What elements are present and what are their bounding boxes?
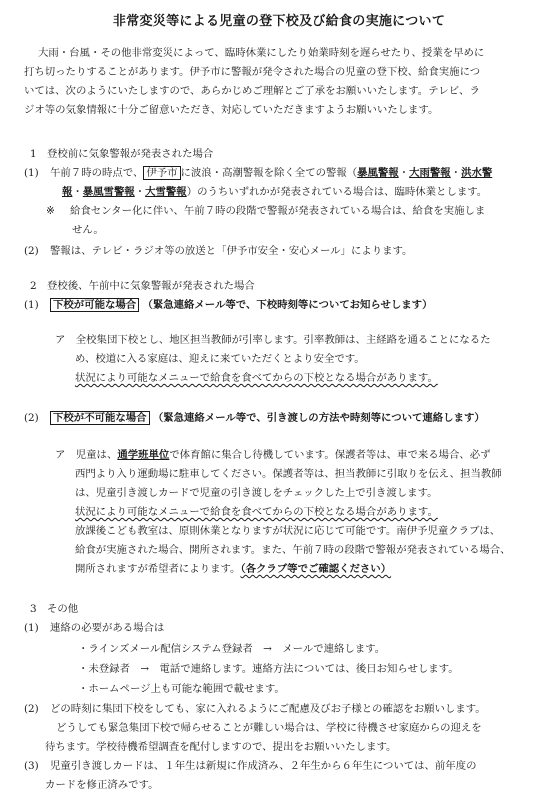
s2-b-line-7 bbox=[75, 560, 391, 579]
warning-flood-cont: 報 bbox=[62, 186, 73, 198]
section-2-heading: 2 登校後、午前中に気象警報が発表された場合 bbox=[30, 280, 255, 292]
s3-item-3-line-1: 児童引き渡しカードは、１年生は新規に作成済み、２年生から６年生については、前年度の bbox=[50, 760, 477, 772]
s3-list-item-1: ・ラインズメール配信システム登録者 → メールで連絡します。 bbox=[78, 643, 386, 655]
s1-item-1-cont bbox=[62, 183, 487, 202]
s1-warning-separator-1: ・ bbox=[398, 167, 410, 179]
s2-b-line-6: 給食が実施された場合、開所されます。また、午前７時の段階で警報が発表されている場合、 bbox=[75, 544, 511, 556]
s1-item-1-text-a: 午前７時の時点で、 bbox=[50, 167, 144, 179]
s1-note-line-1: 給食センター化に伴い、午前７時の段階で警報が発表されている場合は、給食を実施しま bbox=[70, 205, 486, 217]
s3-item-1 bbox=[24, 619, 164, 638]
s3-list-item-2: ・未登録者 → 電話で連絡します。連絡方法については、後日お知らせします。 bbox=[78, 663, 459, 675]
note-mark: ※ bbox=[46, 205, 55, 217]
s2-b-line-5: 放課後こども教室は、原則休業となりますが状況に応じて可能です。南伊予児童クラブは、 bbox=[75, 525, 501, 537]
s3-list-item-3: ・ホームページ上も可能な範囲で載せます。 bbox=[78, 683, 285, 695]
s2-b-line-1 bbox=[55, 446, 491, 465]
intro-line-3: いては、次のようにいたしますので、あらかじめご理解とご了承をお願いいたします。テレビ、ラ bbox=[24, 85, 480, 97]
warning-snowstorm: 暴風雪警報 bbox=[82, 186, 135, 198]
s3-item-2-line-3: 待ちます。学校待機希望調査を配付しますので、提出をお願いいたします。 bbox=[45, 741, 397, 753]
warning-flood: 洪水警 bbox=[461, 167, 493, 179]
s3-item-3 bbox=[24, 757, 476, 776]
warning-storm: 暴風警報 bbox=[357, 167, 399, 179]
section-3-heading: 3 その他 bbox=[30, 603, 79, 615]
commute-group: 通学班単位 bbox=[117, 449, 170, 461]
s1-item-2-text: 警報は、テレビ・ラジオ等の放送と「伊予市安全・安心メール」によります。 bbox=[50, 245, 413, 257]
s1-warning-separator-4: ・ bbox=[134, 186, 146, 198]
s3-item-2 bbox=[24, 700, 486, 719]
s1-note-line-2: せん。 bbox=[72, 224, 104, 236]
can-leave-box: 下校が可能な場合 bbox=[50, 298, 139, 312]
s1-item-1-number: (1) bbox=[24, 167, 39, 179]
s3-item-2-line-2: どうしても緊急集団下校で帰らせることが難しい場合は、学校に待機させ家庭からの迎えを bbox=[56, 722, 482, 734]
s3-item-2-number: (2) bbox=[24, 703, 39, 715]
s2-b-line-1-a: ア 児童は、 bbox=[55, 449, 118, 461]
s2-b-line-4: 状況により可能なメニューで給食を食べてからの下校となる場合があります。 bbox=[75, 506, 438, 518]
cannot-leave-box: 下校が不可能な場合 bbox=[50, 411, 150, 425]
club-confirm-note: （各クラブ等でご確認ください） bbox=[240, 563, 392, 575]
s2-item-2-note: （緊急連絡メール等で、引き渡しの方法や時刻等について連絡します） bbox=[152, 412, 485, 424]
s1-item-2 bbox=[24, 242, 412, 261]
s3-item-1-text: 連絡の必要がある場合は bbox=[50, 622, 165, 634]
s3-item-2-line-1: どの時刻に集団下校をしても、家に入れるようにご配慮及びお子様との確認をお願いします。 bbox=[50, 703, 486, 715]
intro-line-1: 大雨・台風・その他非常変災によって、臨時休業にしたり始業時刻を遅らせたり、授業を早めに bbox=[38, 47, 485, 59]
s3-item-3-line-2: カードを修正済みです。 bbox=[45, 779, 159, 791]
s2-item-2-number: (2) bbox=[24, 412, 39, 424]
s2-b-line-2: 西門より入り運動場に駐車してください。保護者等は、担当教師に引取りを伝え、担当教師 bbox=[75, 468, 502, 480]
s2-item-1 bbox=[24, 296, 432, 315]
warning-heavy-snow: 大雪警報 bbox=[145, 186, 187, 198]
s1-item-1-text-b: に波浪・高潮警報を除く全ての警報（ bbox=[180, 167, 358, 179]
intro-line-2: 打ち切ったりすることがあります。伊予市に警報が発令された場合の児童の登下校、給食実施につ bbox=[24, 66, 481, 78]
s2-b-line-7-a: 開所されますが希望者によります。 bbox=[75, 563, 241, 575]
s2-item-1-note: （緊急連絡メール等で、下校時刻等についてお知らせします） bbox=[142, 299, 433, 311]
page-title: 非常変災等による児童の登下校及び給食の実施について bbox=[112, 14, 446, 29]
city-box: 伊予市 bbox=[143, 166, 180, 180]
s2-a-line-1: ア 全校集団下校とし、地区担当教師が引率します。引率教師は、主経路を通ることになるた bbox=[55, 334, 491, 346]
s1-warning-separator-2: ・ bbox=[450, 167, 462, 179]
s2-a-line-3: 状況により可能なメニューで給食を食べてからの下校となる場合があります。 bbox=[75, 372, 438, 384]
section-1-heading: 1 登校前に気象警報が発表された場合 bbox=[30, 148, 214, 160]
s2-b-line-1-b: で体育館に集合し待機しています。保護者等は、車で来る場合、必ず bbox=[169, 449, 491, 461]
intro-line-4: ジオ等の気象情報に十分ご留意いただき、対応していただきますようお願いいたします。 bbox=[24, 104, 439, 116]
s1-warning-separator-3: ・ bbox=[72, 186, 83, 198]
s2-a-line-2: め、校道に入る家庭は、迎えに来ていただくとより安全です。 bbox=[75, 353, 365, 365]
s2-b-line-3: は、児童引き渡しカードで児童の引き渡しをチェックした上で引き渡します。 bbox=[75, 487, 438, 499]
s3-item-3-number: (3) bbox=[24, 760, 39, 772]
s1-note bbox=[46, 202, 485, 221]
s3-item-1-number: (1) bbox=[24, 622, 39, 634]
s2-item-1-number: (1) bbox=[24, 299, 39, 311]
s2-item-2 bbox=[24, 409, 485, 428]
warning-heavy-rain: 大雨警報 bbox=[409, 167, 451, 179]
s1-item-1-text-c: ）のうちいずれかが発表されている場合は、臨時休業とします。 bbox=[186, 186, 488, 198]
s1-item-1 bbox=[24, 164, 492, 183]
s1-item-2-number: (2) bbox=[24, 245, 39, 257]
